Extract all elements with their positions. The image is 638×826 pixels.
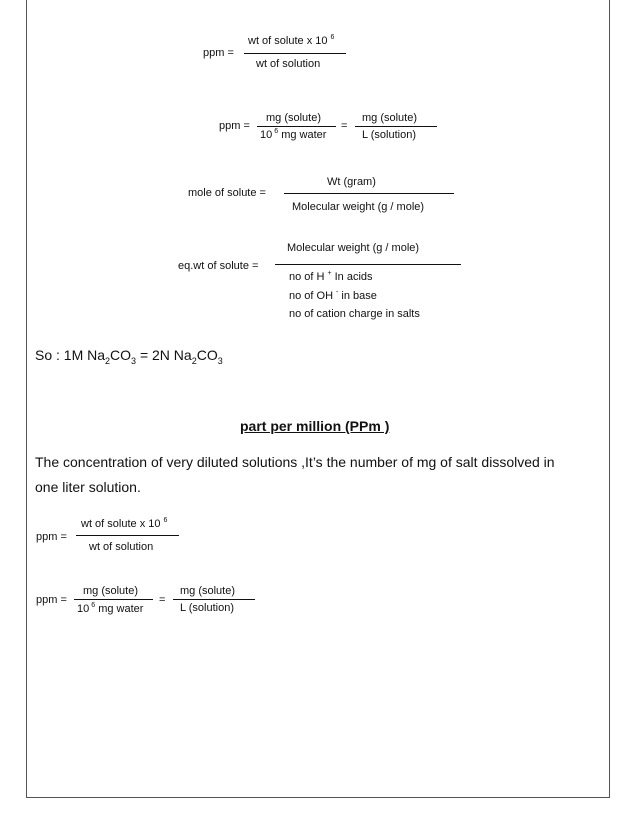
mole-label: mole of solute = [188,187,266,199]
fraction-bar [76,535,179,536]
denominator-line-1: no of H + In acids [289,270,373,283]
denominator-line-2: no of OH - in base [289,289,377,302]
paragraph-line-1: The concentration of very diluted solutions ,It’s the number of mg of salt dissolved in [35,454,555,470]
section-title: part per million (PPm ) [240,418,390,434]
numerator-2: mg (solute) [180,585,236,597]
ppm-label: ppm = [36,531,67,543]
denominator-1: 10 $^6$ mg water [77,602,144,615]
fraction-bar [284,193,454,194]
numerator-2: mg (solute) [362,112,418,124]
ppm-label: ppm = [219,120,250,132]
numerator-1: mg (solute) [83,585,139,597]
denominator-line-3: no of cation charge in salts [289,308,420,320]
numerator: Molecular weight (g / mole) [287,242,420,254]
equals-sign: = [341,120,348,132]
paragraph-line-2: one liter solution. [35,479,141,495]
fraction-bar-2 [173,599,255,600]
denominator: wt of solution [89,541,154,553]
denominator: wt of solution [256,58,321,70]
equals-sign: = [159,594,166,606]
fraction-bar-1 [257,126,336,127]
denominator-2: L (solution) [180,602,235,614]
denominator-2: L (solution) [362,129,417,141]
numerator: wt of solute x 10 $^6$ [248,34,335,47]
numerator: Wt (gram) [327,176,376,188]
denominator: Molecular weight (g / mole) [292,201,425,213]
fraction-bar-2 [355,126,437,127]
numerator-1: mg (solute) [266,112,322,124]
denominator-1: 10 $^6$ mg water [260,128,327,141]
ppm-label: ppm = [203,47,234,59]
ppm-label: ppm = [36,594,67,606]
fraction-bar-1 [74,599,153,600]
eq-wt-label: eq.wt of solute = [178,260,259,272]
numerator: wt of solute x 10 $^6$ [81,517,168,530]
fraction-bar [244,53,346,54]
fraction-bar [275,264,461,265]
normality-relation: So : 1M $Na_2CO_3 = 2N$ $Na_2CO_3$ [35,347,223,366]
